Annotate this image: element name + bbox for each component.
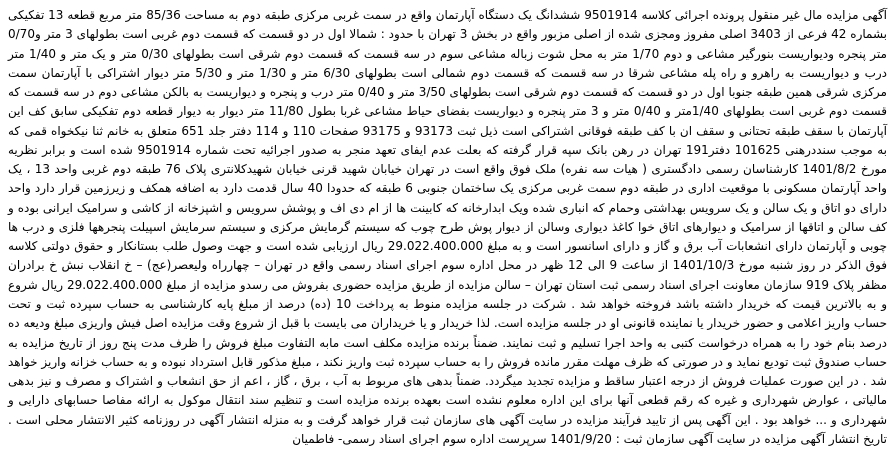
notice-body-text: آگهی مزایده مال غیر منقول پرونده اجرائی کلاسه 9501914 ششدانگ یک دستگاه آپارتمان واقع در سمت غربی مرکزی طبقه دوم به مساحت 85/36 متر مربع قطعه 13 تفکیکی بشماره 42 فرعی از 3403 اصلی مفروز ومجزی شده از اصلی مزبور واقع در بخش 3 تهران با حدود : شمالا اول در دو قسمت که قسمت دوم غربی است بطولهای 3 متر و0/70 متر پنجره ودیواریست بنورگیر مشاعی و دوم 1/70 متر به محل شوت زباله مشاعی سوم در سه قسمت که قسمت دوم شرقی است بطولهای 0/30 متر و یک متر و 1/40 متر درب و دیواریست به راهرو و راه پله مشاعی شرقا در سه قسمت که قسمت دوم شمالی است بطولهای 6/30 متر و 1/30 متر و 5/30 متر دیوار اشتراکی با آپارتمان سمت مرکزی شرقی همین طبقه جنوبا اول در دو قسمت که قسمت دوم شرقی است بطولهای 3/50 متر و 0/40 متر درب و پنجره و دیواریست به بالکن مشاعی دوم در سه قسمت که قسمت دوم غربی است بطولهای 1/40متر و 0/40 متر و 3 متر پنجره و دیواریست بفضای حیاط مشاعی غربا بطول 11/80 متر دیوار به دیوار قطعه دوم تفکیکی سابق کف این آپارتمان با سقف طبقه تحتانی و سقف ان با کف طبقه فوقانی اشتراکی است ذیل ثبت 93173 و 93175 صفحات 110 و 114 دفتر جلد 651 متعلق به خانم ثنا نیکخواه قمی که به موجب سنددرهنی 101625 دفتر191 تهران در رهن بانک سپه قرار گرفته که بعلت عدم ایفای تعهد منجر به صدور اجرائیه تحت شماره 9501914 شده است و برابر نظریه مورخ 1401/8/2 کارشناسان رسمی دادگستری ( هیات سه نفره) ملک فوق واقع است در تهران خیابان شهید قرنی خیابان شهیدکلانتری پلاک 76 طبقه دوم غربی واحد 13 ، یک واحد آپارتمان مسکونی با موقعیت اداری در طبقه دوم سمت غربی مرکزی یک ساختمان جنوبی 6 طبقه که حدودا 40 سال قدمت دارد به اضافه همکف و زیرزمین قرار دارد واحد دارای دو اتاق و یک سالن و یک سرویس بهداشتی وحمام که انباری شده ویک ابدارخانه که کابینت ها از ام دی اف و پوشش سرویس و اشپزخانه از کاشی و سرامیک ایرانی بوده و کف سالن و اتاقها از سرامیک و دیوارهای اتاق خوا کاغذ دیواری وسالن از دیوار پوش طرح چوب که سیستم گرمایش مرکزی و سیستم سرمایش اسپیلت پنجرهها فلزی و درب ها چوبی و آپارتمان دارای انشعابات آب برق و گاز و دارای اسانسور است و به مبلغ 29.022.400.000 ریال ارزیابی شده است و جهت وصول طلب بستانکار و حقوق دولتی کلاسه فوق الذکر در روز شنبه مورخ 1401/10/3 از ساعت 9 الی 12 ظهر در محل اداره سوم اجرای اسناد رسمی واقع در تهران – چهارراه ولیعصر(عج) – خ انقلاب نبش خ برادران مظفر پلاک 919 سازمان معاونت اجرای اسناد رسمی ثبت استان تهران – سالن مزایده از طریق مزایده حضوری بفروش می رسدو مزایده از مبلغ 29.022.400.000 ریال شروع و به بالاترین قیمت که خریدار داشته باشد فروخته خواهد شد . شرکت در جلسه مزایده منوط به پرداخت 10 (ده) درصد از مبلغ پایه کارشناسی به حساب سپرده ثبت و تحت حساب واریز اعلامی و حضور خریدار یا نماینده قانونی او در جلسه مزایده است. لذا خریدار و یا خریداران می بایست با قبل از شروع وقت مزایده اصل فیش واریزی مبلغ ودیعه ده درصد بنام خود را به همراه درخواست کتبی به واحد اجرا تسلیم و ثبت نمایند. ضمناً برنده مزایده مکلف است مابه التفاوت مبلغ فروش را ظرف مدت پنج روز از تاریخ مزایده به حساب صندوق ثبت تودیع نماید و در صورتی که ظرف مهلت مقرر مانده فروش را به حساب سپرده ثبت واریز نکند ، مبلغ مذکور قابل استرداد نبوده و به حساب خزانه واریز خواهد شد . در این صورت عملیات فروش از درجه اعتبار ساقط و مزایده تجدید میگردد. ضمناً بدهی های مربوط به آب ، برق ، گاز ، اعم از حق انشعاب و اشتراک و مصرف و نیز بدهی مالیاتی ، عوارض شهرداری و غیره که رقم قطعی آنها برای این اداره معلوم نشده است بعهده برنده مزایده است و تنظیم سند انتقال موکول به ارائه مفاصا حسابهای دارایی و شهرداری و ... خواهد بود . این آگهی پس از تایید فرآیند مزایده در سایت آگهی های سازمان ثبت قرار خواهد گرفت و به منزله انتشار آگهی در روزنامه کثیر الانتشار محلی است . تاریخ انتشار آگهی مزایده در سایت آگهی سازمان ثبت : 1401/9/20 سرپرست اداره سوم اجرای اسناد رسمی- فاطمیان xyxy=(8,8,888,446)
